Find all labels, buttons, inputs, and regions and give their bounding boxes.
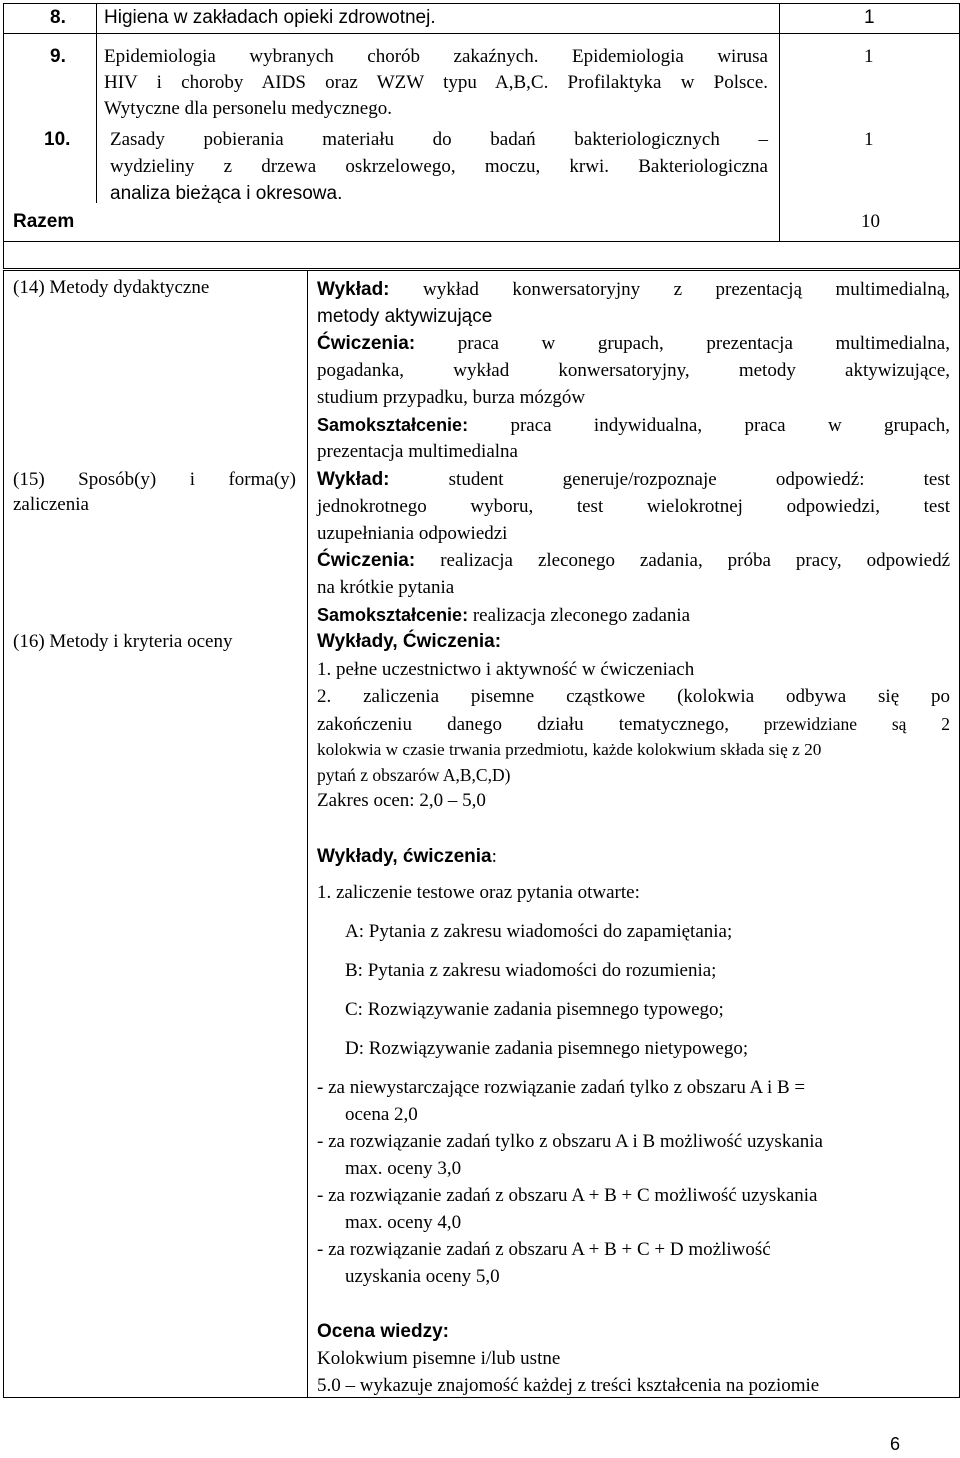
grade-rule: - za rozwiązanie zadań z obszaru A + B + C możliwość uzyskania bbox=[317, 1185, 818, 1206]
grade-scale: Zakres ocen: 2,0 – 5,0 bbox=[317, 790, 486, 811]
knowledge-line: Kolokwium pisemne i/lub ustne bbox=[317, 1348, 561, 1369]
criteria-point: 1. pełne uczestnictwo i aktywność w ćwiczeniach bbox=[317, 659, 695, 680]
assessment-exercises-line: na krótkie pytania bbox=[317, 577, 455, 598]
methods-lecture-line bbox=[317, 277, 950, 304]
topic-hours: 1 bbox=[864, 7, 875, 28]
topic-number: 10. bbox=[44, 129, 71, 150]
page-number: 6 bbox=[890, 1434, 901, 1454]
methods-selfstudy-line bbox=[317, 412, 950, 440]
criteria-label-number: (16) bbox=[13, 631, 45, 652]
hours-column-divider bbox=[779, 3, 780, 242]
criteria-point-line: pytań z obszarów A,B,C,D) bbox=[317, 765, 511, 785]
area-item: A: Pytania z zakresu wiadomości do zapamiętania; bbox=[345, 921, 733, 942]
assessment-lecture-line bbox=[317, 467, 950, 494]
criteria-point-text: zakończeniu danego działu tematycznego, bbox=[317, 714, 729, 735]
methods-exercises-line: studium przypadku, burza mózgów bbox=[317, 387, 586, 408]
assessment-exercises-line bbox=[317, 548, 950, 575]
grade-rule: - za rozwiązanie zadań z obszaru A + B + C + D możliwość bbox=[317, 1239, 771, 1260]
details-left-border bbox=[3, 270, 4, 1398]
criteria-point-text-small: przewidziane są 2 bbox=[729, 714, 950, 734]
topic-title-line: Zasady pobierania materiału do badań bakteriologicznych – bbox=[110, 129, 768, 150]
topic-title-line: Wytyczne dla personelu medycznego. bbox=[104, 98, 392, 119]
table-left-border bbox=[3, 3, 4, 269]
grade-rule-continuation: uzyskania oceny 5,0 bbox=[345, 1266, 500, 1287]
topic-number: 9. bbox=[50, 46, 66, 67]
knowledge-line: 5.0 – wykazuje znajomość każdej z treści kształcenia na poziomie bbox=[317, 1375, 820, 1396]
methods-lecture-text: wykład konwersatoryjny z prezentacją multimedialną, bbox=[389, 279, 950, 300]
topic-number: 8. bbox=[50, 7, 66, 28]
topic-title-line: HIV i choroby AIDS oraz WZW typu A,B,C. Profilaktyka w Polsce. bbox=[104, 72, 768, 93]
assessment-selfstudy-heading: Samokształcenie: bbox=[317, 605, 469, 625]
topic-title-line: Epidemiologia wybranych chorób zakaźnych. Epidemiologia wirusa bbox=[104, 46, 768, 67]
criteria-point-line: 2. zaliczenia pisemne cząstkowe (kolokwia odbywa się po bbox=[317, 686, 950, 707]
methods-label-text: Metody dydaktyczne bbox=[44, 277, 210, 298]
methods-lecture-line: metody aktywizujące bbox=[317, 306, 493, 327]
methods-selfstudy-line: prezentacja multimedialna bbox=[317, 441, 518, 462]
number-column-divider bbox=[96, 3, 97, 203]
assessment-lecture-line: jednokrotnego wyboru, test wielokrotnej odpowiedzi, test bbox=[317, 496, 950, 517]
criteria-label bbox=[13, 629, 233, 656]
topic-title-line: wydzieliny z drzewa oskrzelowego, moczu, krwi. Bakteriologiczna bbox=[110, 156, 768, 177]
knowledge-heading: Ocena wiedzy: bbox=[317, 1321, 449, 1342]
methods-exercises-line: pogadanka, wykład konwersatoryjny, metody aktywizujące, bbox=[317, 360, 950, 381]
area-item: B: Pytania z zakresu wiadomości do rozumienia; bbox=[345, 960, 717, 981]
assessment-label-line: (15) Sposób(y) i forma(y) bbox=[13, 469, 296, 490]
methods-selfstudy-heading: Samokształcenie: bbox=[317, 415, 469, 435]
topic-hours: 1 bbox=[864, 46, 874, 67]
assessment-exercises-text: realizacja zleconego zadania, próba pracy, odpowiedź bbox=[415, 550, 950, 571]
methods-label-number: (14) bbox=[13, 277, 45, 298]
assessment-selfstudy-text: realizacja zleconego zadania bbox=[468, 605, 691, 626]
grade-rule: - za niewystarczające rozwiązanie zadań tylko z obszaru A i B = bbox=[317, 1077, 806, 1098]
criteria-heading-bold: Wykłady, ćwiczenia bbox=[317, 846, 492, 867]
area-item: D: Rozwiązywanie zadania pisemnego nietypowego; bbox=[345, 1038, 749, 1059]
criteria-point-line: kolokwia w czasie trwania przedmiotu, każde kolokwium składa się z 20 bbox=[317, 740, 822, 759]
methods-exercises-text: praca w grupach, prezentacja multimedialna, bbox=[415, 333, 950, 354]
total-label: Razem bbox=[13, 211, 75, 232]
details-column-divider bbox=[307, 270, 308, 1398]
details-top-border bbox=[3, 270, 960, 271]
assessment-label-line: zaliczenia bbox=[13, 494, 89, 515]
grade-rule-continuation: ocena 2,0 bbox=[345, 1104, 418, 1125]
assessment-exercises-heading: Ćwiczenia: bbox=[317, 550, 416, 571]
total-value: 10 bbox=[861, 211, 880, 232]
table-row-divider bbox=[3, 268, 960, 269]
methods-label bbox=[13, 275, 209, 302]
table-row-divider bbox=[3, 33, 960, 34]
methods-selfstudy-text: praca indywidualna, praca w grupach, bbox=[468, 415, 950, 436]
test-intro: 1. zaliczenie testowe oraz pytania otwarte: bbox=[317, 882, 640, 903]
grade-rule-continuation: max. oceny 4,0 bbox=[345, 1212, 462, 1233]
grade-rule-continuation: max. oceny 3,0 bbox=[345, 1158, 462, 1179]
table-top-border bbox=[3, 3, 960, 4]
grade-rule: - za rozwiązanie zadań tylko z obszaru A i B możliwość uzyskania bbox=[317, 1131, 823, 1152]
methods-lecture-heading: Wykład: bbox=[317, 279, 390, 300]
criteria-heading bbox=[317, 844, 497, 871]
criteria-heading-colon: : bbox=[491, 846, 497, 867]
topic-hours: 1 bbox=[864, 129, 874, 150]
assessment-lecture-text: student generuje/rozpoznaje odpowiedź: test bbox=[389, 469, 950, 490]
criteria-heading: Wykłady, Ćwiczenia: bbox=[317, 631, 502, 652]
assessment-lecture-line: uzupełniania odpowiedzi bbox=[317, 523, 508, 544]
area-item: C: Rozwiązywanie zadania pisemnego typowego; bbox=[345, 999, 724, 1020]
methods-exercises-heading: Ćwiczenia: bbox=[317, 333, 416, 354]
table-row-divider bbox=[3, 241, 960, 242]
criteria-label-text: Metody i kryteria oceny bbox=[44, 631, 233, 652]
topic-title-line: analiza bieżąca i okresowa. bbox=[110, 183, 343, 204]
methods-exercises-line bbox=[317, 331, 950, 358]
criteria-point-line bbox=[317, 711, 950, 739]
assessment-lecture-heading: Wykład: bbox=[317, 469, 390, 490]
topic-title: Higiena w zakładach opieki zdrowotnej. bbox=[104, 7, 436, 28]
assessment-selfstudy-line bbox=[317, 602, 690, 630]
